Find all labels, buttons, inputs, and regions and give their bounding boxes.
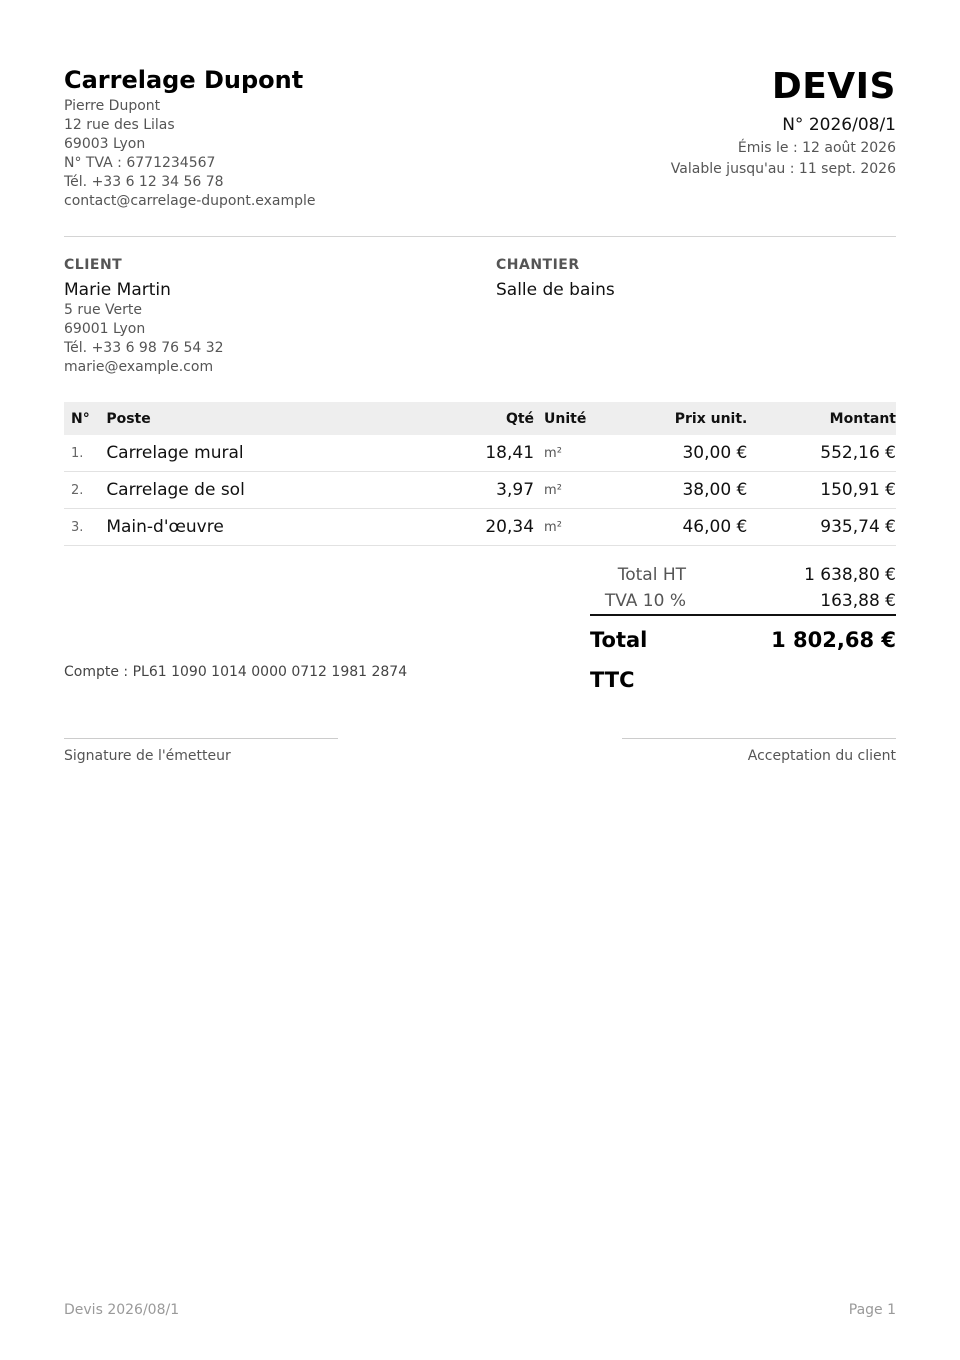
bank-account: Compte : PL61 1090 1014 0000 0712 1981 2874 — [64, 664, 408, 680]
row-unit-price: 30,00 € — [611, 435, 747, 472]
row-amount: 935,74 € — [747, 509, 896, 546]
issuer-phone: Tél. +33 6 12 34 56 78 — [64, 174, 224, 190]
document-header — [64, 64, 896, 214]
table-row — [64, 435, 896, 472]
grand-total-value: 1 802,68 € — [771, 628, 896, 652]
client-phone: Tél. +33 6 98 76 54 32 — [64, 340, 224, 356]
client-label: CLIENT — [64, 257, 123, 273]
totals-divider — [590, 614, 896, 616]
client-city: 69001 Lyon — [64, 321, 146, 337]
footer-page-number: Page 1 — [848, 1302, 896, 1318]
site-name: Salle de bains — [496, 280, 615, 300]
table-header-row — [64, 402, 896, 435]
issuer-block — [64, 64, 316, 211]
issuer-city: 69003 Lyon — [64, 136, 146, 152]
row-amount: 552,16 € — [747, 435, 896, 472]
table-row — [64, 509, 896, 546]
client-name: Marie Martin — [64, 280, 171, 300]
document-number: N° 2026/08/1 — [782, 115, 896, 135]
quote-page — [64, 0, 896, 1360]
site-label: CHANTIER — [496, 257, 580, 273]
row-num: 2. — [64, 472, 106, 509]
col-header-item: Poste — [106, 402, 451, 435]
row-unit-price: 38,00 € — [611, 472, 747, 509]
totals-block — [590, 562, 896, 692]
issue-date: Émis le : 12 août 2026 — [737, 140, 896, 156]
document-meta — [671, 66, 896, 180]
subtotal-row — [590, 562, 896, 588]
vat-row — [590, 588, 896, 614]
client-email: marie@example.com — [64, 359, 214, 375]
line-items-table — [64, 402, 896, 546]
table-row — [64, 472, 896, 509]
row-item: Main-d'œuvre — [106, 509, 451, 546]
row-qty: 18,41 — [451, 435, 534, 472]
col-header-amount: Montant — [747, 402, 896, 435]
client-street: 5 rue Verte — [64, 302, 143, 318]
client-signature-line — [622, 738, 896, 739]
valid-until-date: Valable jusqu'au : 11 sept. 2026 — [670, 161, 896, 177]
document-title: DEVIS — [771, 66, 896, 107]
col-header-unit-price: Prix unit. — [611, 402, 747, 435]
issuer-email: contact@carrelage-dupont.example — [64, 193, 316, 209]
issuer-signature-label: Signature de l'émetteur — [64, 748, 231, 764]
grand-total-label: Total TTC — [590, 628, 648, 692]
row-num: 1. — [64, 435, 106, 472]
issuer-street: 12 rue des Lilas — [64, 117, 175, 133]
row-amount: 150,91 € — [747, 472, 896, 509]
subtotal-label: Total HT — [617, 565, 686, 585]
grand-total-row — [590, 620, 896, 692]
row-unit: m² — [534, 509, 611, 546]
issuer-signature-block — [64, 738, 338, 765]
header-divider — [64, 236, 896, 237]
client-signature-label: Acceptation du client — [747, 748, 896, 764]
vat-label: TVA 10 % — [604, 591, 686, 611]
row-num: 3. — [64, 509, 106, 546]
row-qty: 3,97 — [451, 472, 534, 509]
client-signature-block — [622, 738, 896, 765]
row-unit: m² — [534, 472, 611, 509]
issuer-signature-line — [64, 738, 338, 739]
row-item: Carrelage de sol — [106, 472, 451, 509]
row-qty: 20,34 — [451, 509, 534, 546]
issuer-company-name: Carrelage Dupont — [64, 66, 304, 94]
col-header-num: N° — [64, 402, 106, 435]
client-block — [64, 256, 224, 377]
col-header-unit: Unité — [534, 402, 611, 435]
vat-value: 163,88 € — [820, 591, 896, 611]
row-item: Carrelage mural — [106, 435, 451, 472]
issuer-contact: Pierre Dupont — [64, 98, 161, 114]
subtotal-value: 1 638,80 € — [804, 565, 896, 585]
footer-document-ref: Devis 2026/08/1 — [64, 1302, 180, 1318]
row-unit-price: 46,00 € — [611, 509, 747, 546]
col-header-qty: Qté — [451, 402, 534, 435]
issuer-vat: N° TVA : 6771234567 — [64, 155, 216, 171]
site-block — [496, 256, 615, 301]
row-unit: m² — [534, 435, 611, 472]
